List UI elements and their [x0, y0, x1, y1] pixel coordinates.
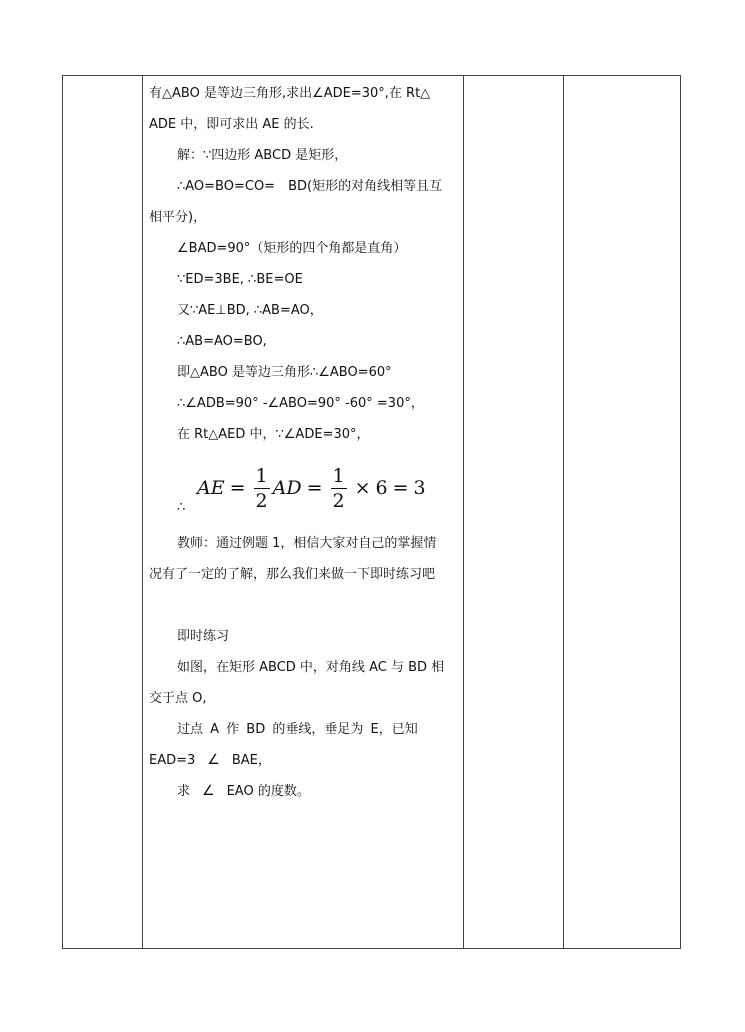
teacher-line: 况有了一定的了解，那么我们来做一下即时练习吧 — [149, 567, 436, 582]
text-line: ADE 中，即可求出 AE 的长. — [149, 117, 314, 132]
formula-block — [149, 450, 457, 528]
practice-text: EAD=3 — [149, 753, 196, 768]
solution-line: 在 Rt△AED 中，∵∠ADE=30°， — [177, 427, 370, 442]
lesson-content-cell — [143, 76, 463, 948]
fraction-denominator: 2 — [332, 489, 345, 512]
fraction-numerator: 1 — [255, 464, 268, 487]
practice-title: 即时练习 — [177, 629, 230, 644]
practice-text: EAO 的度数。 — [226, 784, 310, 799]
solution-line: ∴AO=BO=CO= BD(矩形的对角线相等且互 — [177, 179, 443, 194]
practice-line: 过点 A 作 BD 的垂线，垂足为 E，已知 — [177, 722, 418, 737]
practice-text: 求 — [177, 784, 191, 799]
solution-line: 相平分)， — [149, 210, 207, 225]
blank-line — [149, 590, 457, 621]
solution-line: ∴∠ADB=90° -∠ABO=90° -60° =30°， — [177, 396, 424, 411]
solution-line: ∴AB=AO=BO, — [177, 334, 267, 349]
solution-line: 即△ABO 是等边三角形∴∠ABO=60° — [177, 365, 392, 380]
formula-equals: = — [229, 476, 246, 499]
formula-ad: AD — [272, 476, 302, 499]
text-line: 有△ABO 是等边三角形,求出∠ADE=30°,在 Rt△ — [149, 86, 431, 101]
practice-text: BAE， — [231, 753, 271, 768]
solution-line: ∠BAD=90°（矩形的四个角都是直角） — [177, 241, 407, 256]
angle-icon: ∠ — [202, 783, 215, 799]
formula-result: 3 — [413, 476, 426, 499]
formula-equals: = — [392, 476, 409, 499]
formula-six: 6 — [375, 476, 388, 499]
math-formula — [197, 452, 426, 524]
solution-line: ∵ED=3BE, ∴BE=OE — [177, 272, 303, 287]
solution-line: 又∵AE⊥BD, ∴AB=AO， — [177, 303, 323, 318]
solution-line: 解：∵四边形 ABCD 是矩形， — [177, 148, 348, 163]
lesson-table — [62, 75, 681, 949]
formula-equals: = — [306, 476, 323, 499]
column-divider — [563, 76, 564, 948]
column-divider — [463, 76, 464, 948]
formula-lhs: AE — [197, 476, 225, 499]
formula-times: × — [354, 476, 371, 499]
fraction-half — [254, 464, 270, 513]
practice-line: 交于点 O, — [149, 691, 207, 706]
therefore-symbol: ∴ — [177, 500, 186, 515]
practice-line: 如图，在矩形 ABCD 中，对角线 AC 与 BD 相 — [177, 660, 445, 675]
practice-line — [149, 745, 457, 776]
fraction-half — [331, 464, 347, 513]
angle-icon: ∠ — [207, 752, 220, 768]
fraction-numerator: 1 — [332, 464, 345, 487]
practice-line — [149, 776, 457, 807]
fraction-denominator: 2 — [255, 489, 268, 512]
teacher-line: 教师：通过例题 1，相信大家对自己的掌握情 — [177, 536, 437, 551]
